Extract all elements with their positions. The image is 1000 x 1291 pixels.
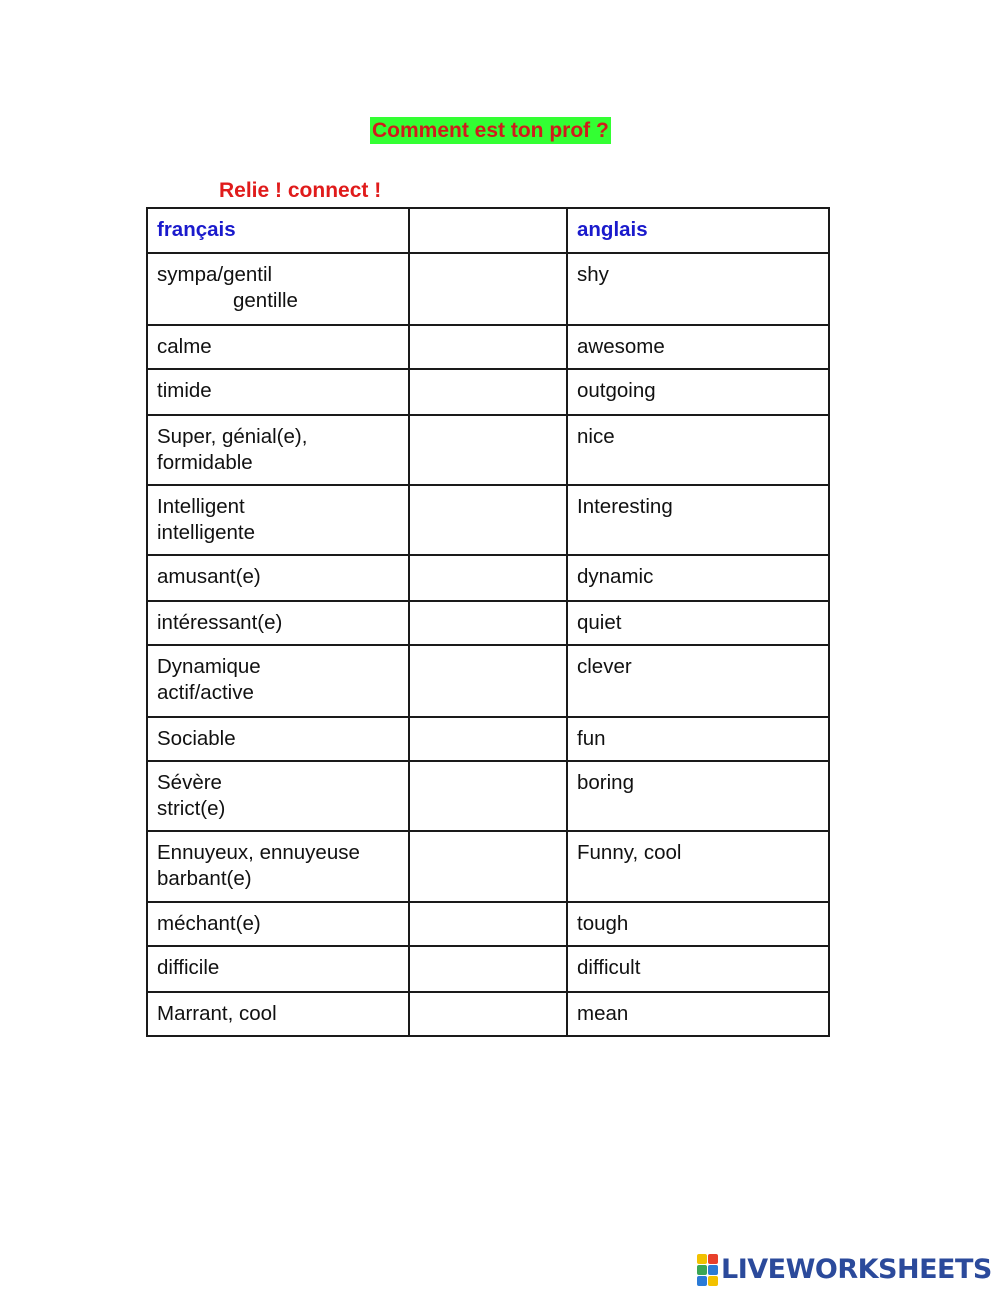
french-text: sympa/gentil <box>157 263 273 286</box>
french-cell <box>147 717 409 761</box>
english-cell: awesome <box>567 325 829 369</box>
english-cell: dynamic <box>567 555 829 601</box>
table-row <box>147 369 829 415</box>
french-cell <box>147 645 409 717</box>
french-text: timide <box>157 379 212 402</box>
french-cell <box>147 369 409 415</box>
table-row <box>147 601 829 645</box>
english-cell: Interesting <box>567 485 829 555</box>
french-text: Dynamique <box>157 655 261 678</box>
table-row <box>147 992 829 1036</box>
french-text: Ennuyeux, ennuyeuse <box>157 841 360 864</box>
match-area[interactable] <box>409 717 567 761</box>
french-cell <box>147 253 409 325</box>
match-area[interactable] <box>409 645 567 717</box>
french-text: gentille <box>233 289 298 312</box>
english-cell: difficult <box>567 946 829 992</box>
english-cell: clever <box>567 645 829 717</box>
english-cell: tough <box>567 902 829 946</box>
match-area[interactable] <box>409 253 567 325</box>
matching-table <box>146 207 830 1037</box>
french-text: intéressant(e) <box>157 611 283 634</box>
french-text: Marrant, cool <box>157 1002 277 1025</box>
match-area[interactable] <box>409 831 567 902</box>
match-area[interactable] <box>409 946 567 992</box>
french-cell <box>147 325 409 369</box>
table-row <box>147 555 829 601</box>
match-area[interactable] <box>409 902 567 946</box>
french-cell <box>147 992 409 1036</box>
english-cell: nice <box>567 415 829 485</box>
match-area[interactable] <box>409 415 567 485</box>
worksheet-title: Comment est ton prof ? <box>372 119 609 142</box>
header-francais: français <box>147 208 409 253</box>
french-cell <box>147 761 409 831</box>
table-row <box>147 831 829 902</box>
french-text: Sociable <box>157 727 236 750</box>
header-anglais: anglais <box>567 208 829 253</box>
table-header-row <box>147 208 829 253</box>
french-cell <box>147 555 409 601</box>
french-cell <box>147 902 409 946</box>
french-text: barbant(e) <box>157 867 252 890</box>
table-row <box>147 645 829 717</box>
instruction-text: Relie ! connect ! <box>219 179 382 202</box>
english-cell: fun <box>567 717 829 761</box>
match-area[interactable] <box>409 555 567 601</box>
english-cell: shy <box>567 253 829 325</box>
match-area[interactable] <box>409 761 567 831</box>
table-row <box>147 902 829 946</box>
french-text: Sévère <box>157 771 222 794</box>
match-area[interactable] <box>409 601 567 645</box>
french-cell <box>147 946 409 992</box>
french-text: Intelligent <box>157 495 245 518</box>
french-cell <box>147 415 409 485</box>
french-cell <box>147 831 409 902</box>
english-cell: Funny, cool <box>567 831 829 902</box>
french-text: difficile <box>157 956 220 979</box>
match-area[interactable] <box>409 485 567 555</box>
french-cell <box>147 601 409 645</box>
header-middle <box>409 208 567 253</box>
french-text: amusant(e) <box>157 565 261 588</box>
table-row <box>147 325 829 369</box>
french-text: strict(e) <box>157 797 226 820</box>
liveworksheets-logo <box>697 1254 992 1286</box>
logo-blocks-icon <box>697 1254 718 1286</box>
french-cell <box>147 485 409 555</box>
table-row <box>147 717 829 761</box>
french-text: formidable <box>157 451 253 474</box>
table-row <box>147 761 829 831</box>
match-area[interactable] <box>409 369 567 415</box>
table-row <box>147 485 829 555</box>
english-cell: outgoing <box>567 369 829 415</box>
table-row <box>147 946 829 992</box>
french-text: actif/active <box>157 681 254 704</box>
table-row <box>147 415 829 485</box>
english-cell: boring <box>567 761 829 831</box>
match-area[interactable] <box>409 325 567 369</box>
french-text: méchant(e) <box>157 912 261 935</box>
french-text: Super, génial(e), <box>157 425 308 448</box>
french-text: calme <box>157 335 212 358</box>
english-cell: mean <box>567 992 829 1036</box>
french-text: intelligente <box>157 521 256 544</box>
match-area[interactable] <box>409 992 567 1036</box>
english-cell: quiet <box>567 601 829 645</box>
logo-text: LIVEWORKSHEETS <box>721 1254 992 1285</box>
table-row <box>147 253 829 325</box>
